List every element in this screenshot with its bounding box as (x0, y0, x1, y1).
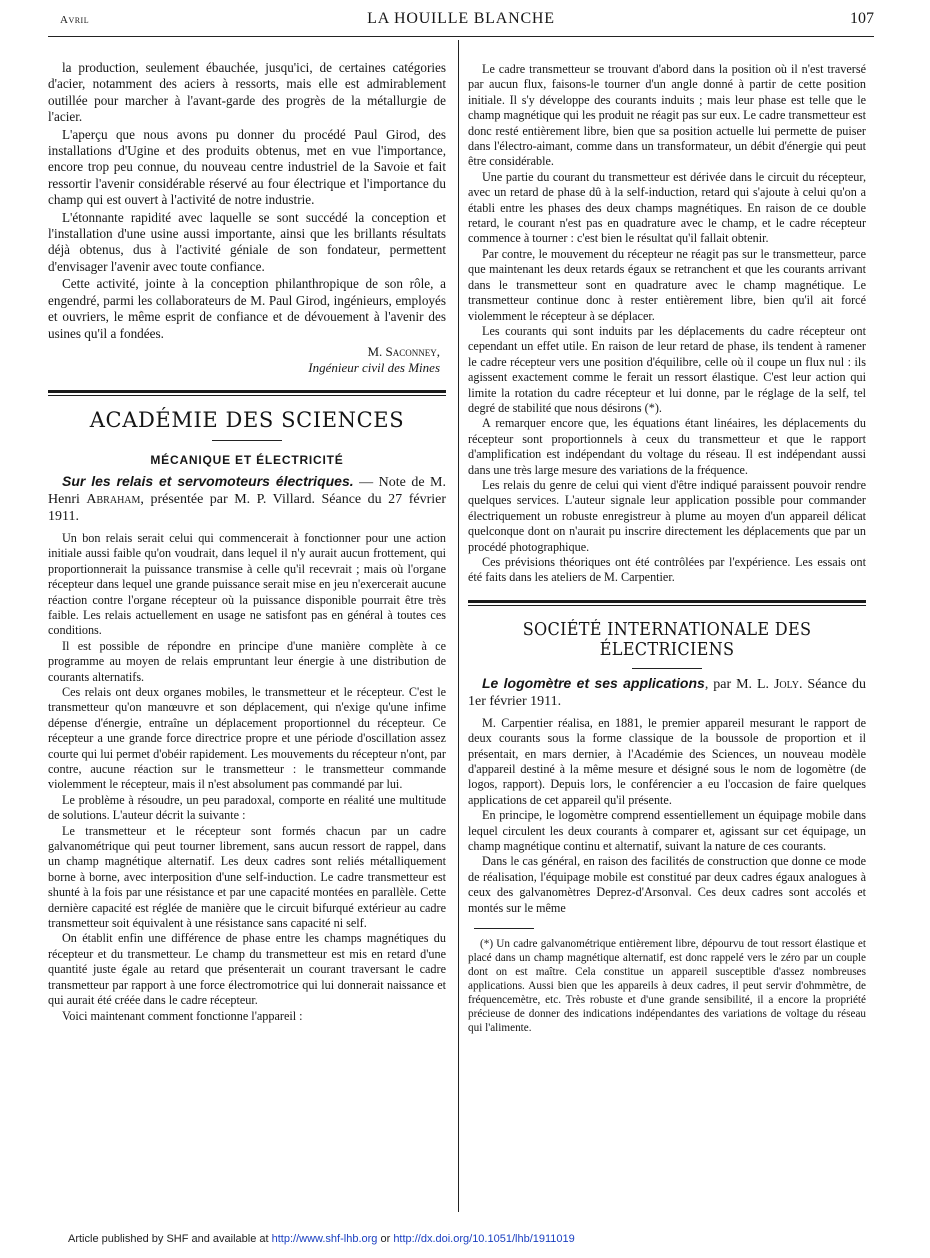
publication-credit (68, 1233, 575, 1245)
body-paragraph: Ces relais ont deux organes mobiles, le transmetteur et le récepteur. C'est le transmetteur qu'on manœuvre et son déplacement, qui n'exige qu'une infime dépense d'énergie, entraîne un déplacement proportionnel du récepteur. Ce récepteur a une grande force directrice propre et une période d'oscillation assez courte qui lui permet d'obéir rapidement. Les mouvements du récepteur n'ont, par contre, aucune réaction sur le transmetteur : le transmetteur commande violemment le récepteur, mais il n'est absolument pas commandé par lui. (48, 684, 446, 792)
body-paragraph: M. Carpentier réalisa, en 1881, le premier appareil mesurant le rapport de deux courants sous la forme classique de la boussole de proportion et il présentait, en mars dernier, à l'Académie des Sciences, un nouveau modèle d'appareil destiné à la même mesure et désigné sous le nom de logomètre (de logos, rapport). Depuis lors, le conférencier a eu l'occasion de faire quelques applications de cet appareil qu'il présente. (468, 715, 866, 807)
right-paragraph: Les courants qui sont induits par les déplacements du cadre récepteur ont cependant un effet utile. En raison de leur retard de phase, ils tendent à ramener le cadre récepteur vers une position d'équilibre, celle où il coupe un flux nul : ils agissent exactement comme le ferait un ressort élastique. C'est leur action qui limite la rotation du cadre récepteur et lui donne, par le réglage de la self, tel degré de stabilité que nous désirons (*). (468, 323, 866, 415)
body-paragraph: Il est possible de répondre en principe d'une manière complète à ce programme au moyen de relais empruntant leur énergie à une distribution de courants alternatifs. (48, 638, 446, 684)
right-paragraph: A remarquer encore que, les équations étant linéaires, les déplacements du récepteur sont proportionnels à ceux du transmetteur et que le rapport d'amplification est indépendant du voltage du réseau. Il est indépendant aussi dans une très large mesure des variations de la fréquence. (468, 416, 866, 477)
doi-link[interactable]: http://dx.doi.org/10.1051/lhb/1911019 (393, 1233, 575, 1245)
note-rest: . Séance du 1er février 1911. (468, 676, 866, 709)
right-paragraph: Une partie du courant du transmetteur est dérivée dans le circuit du récepteur, avec un retard de phase dû à la self-induction, retard qui s'ajoute à celui qu'on a établi entre les phases des deux champs magnétiques. En raison de ce double retard, le courant n'est pas en quadrature avec le champ, et le cadre récepteur commence à tourner : c'est bien le résultat qu'il fallait obtenir. (468, 169, 866, 246)
note-title: Le logomètre et ses applications (482, 674, 705, 691)
column-divider (458, 40, 459, 1212)
body-paragraph: Le problème à résoudre, un peu paradoxal, comporte en réalité une multitude de solutions. L'auteur décrit la suivante : (48, 792, 446, 823)
body-paragraph: En principe, le logomètre comprend essentiellement un équipage mobile dans lequel circulent les deux courants à comparer et, agissant sur cet équipage, un champ magnétique continu et alternatif, suivant la nature de ces courants. (468, 808, 866, 854)
left-column (48, 60, 446, 1024)
subheading: MÉCANIQUE ET ÉLECTRICITÉ (150, 452, 344, 467)
title-underline (212, 440, 282, 441)
right-paragraph: Par contre, le mouvement du récepteur ne réagit pas sur le transmetteur, parce que maintenant les deux retards égaux se retranchent et que les courants arrivant dans le transmetteur sont en quadrature avec le champ magnétique. Le transmetteur continue donc à rester entièrement libre, bien qu'il ait forcé violemment le récepteur à se déplacer. (468, 246, 866, 323)
section-separator (468, 600, 866, 606)
signature (48, 344, 446, 376)
footnote: (*) Un cadre galvanométrique entièrement libre, dépourvu de tout ressort élastique et placé dans un champ magnétique alternatif, est donc rappelé vers le zéro par un couple dont on est maître. Cela constitue un appareil susceptible d'assez nombreuses applications. Aussi bien que les appareils à deux cadres, il peut servir d'ohmmètre, de fréquencemètre, etc. Très robuste et d'une grande sensibilité, il a encore la propriété précieuse de donner des indications indépendantes des variations de voltage du réseau qui l'alimente. (468, 938, 866, 1035)
right-paragraph: Ces prévisions théoriques ont été contrôlées par l'expérience. Les essais ont été faits dans les ateliers de M. Carpentier. (468, 555, 866, 585)
credit-prefix: Article published by SHF and available at (68, 1233, 272, 1245)
signature-name: M. Saconney, (367, 343, 440, 359)
left-paragraph: L'aperçu que nous avons pu donner du procédé Paul Girod, des installations d'Ugine et des produits obtenus, met en vue l'importance, encore trop peu connue, du nouveau centre industriel de la Savoie et fait ressortir l'avenir considérable réservé au four électrique et l'importance du champ qui est ouvert à l'activité de notre industrie. (48, 126, 446, 208)
page-header (48, 8, 874, 32)
signature-title: Ingénieur civil des Mines (308, 359, 440, 375)
note-author: Joly (773, 676, 799, 692)
journal-title: LA HOUILLE BLANCHE (367, 10, 555, 27)
footnote-rule (474, 928, 534, 929)
right-paragraph: Le cadre transmetteur se trouvant d'abord dans la position où il n'est traversé par aucun flux, faisons-le tourner d'un angle donné à partir de cette position initiale. Il s'y développe des courants induits ; mais leur phase est telle que le champ magnétique qui les produit ne réagit pas sur eux. Le cadre transmetteur est donc resté entièrement libre, bien que sa position actuelle lui permette de puiser dans l'électro-aimant, comme dans un transformateur, un débit d'énergie qui peut être considérable. (468, 62, 866, 169)
header-rule (48, 36, 874, 37)
title-underline (632, 668, 702, 669)
header-month: Avril (60, 14, 90, 26)
credit-middle: or (377, 1233, 394, 1245)
left-paragraph: Cette activité, jointe à la conception philanthropique de son rôle, a engendré, parmi les collaborateurs de M. Paul Girod, ingénieurs, employés et ouvriers, le même esprit de confiance et de dévouement à l'avenir des usines qu'il a fondées. (48, 276, 446, 341)
body-paragraph: Dans le cas général, en raison des facilités de construction que donne ce mode de réalisation, l'équipage mobile est constitué par deux cadres égaux analogues à ceux des galvanomètres Deprez-d'Arsonval. Ces deux cadres sont accolés et montés sur le même (468, 854, 866, 915)
left-paragraph: L'étonnante rapidité avec laquelle se sont succédé la conception et l'installation d'une usine aussi importante, ainsi que les brillants résultats déjà obtenus, dus à l'activité géniale de son fondateur, permettent d'envisager l'avenir avec toute confiance. (48, 209, 446, 274)
note-heading (468, 675, 866, 710)
note-rest: , présentée par M. P. Villard. Séance du 27 février 1911. (48, 491, 446, 524)
section-separator (48, 390, 446, 396)
note-mid: , par M. L. (704, 676, 774, 692)
left-paragraph: la production, seulement ébauchée, jusqu'ici, de certaines catégories d'acier, notamment des aciers à ressorts, mais elle est admirablement outillée pour marcher à l'avant-garde des progrès de la métallurgie de l'acier. (48, 60, 446, 125)
shf-link[interactable]: http://www.shf-lhb.org (271, 1233, 378, 1245)
right-column (468, 62, 866, 1035)
section-title-societe: SOCIÉTÉ INTERNATIONALE DES ÉLECTRICIENS (522, 619, 812, 660)
body-paragraph: Le transmetteur et le récepteur sont formés chacun par un cadre galvanométrique qui peut tourner librement, sans aucun ressort de rappel, dans un champ magnétique alternatif. Les deux cadres sont reliés métalliquement borne à borne, avec interposition d'une self-induction. Le cadre transmetteur est shunté à la fois par une résistance et par une capacité montées en parallèle. Cette dernière capacité est réglée de manière que le circuit bifurqué extérieur au cadre transmetteur soit équivalent à une résistance sans capacité ni self. (48, 823, 446, 931)
note-heading (48, 473, 446, 525)
body-paragraph: On établit enfin une différence de phase entre les champs magnétiques du récepteur et du transmetteur. Le champ du transmetteur est mis en retard d'une quantité juste égale au retard que présenterait un courant traversant le cadre transmetteur par rapport à une force électromotrice qui lui donnerait naissance et qui aurait été créée dans le cadre récepteur. (48, 931, 446, 1008)
body-paragraph: Un bon relais serait celui qui commencerait à fonctionner pour une action initiale aussi faible qu'on voudrait, dans lequel il n'y aurait aucun frottement, qui proportionnerait la puissance transmise à celle qu'il recevrait ; mais où l'organe récepteur dans lequel une grande puissance serait mise en jeu n'exercerait aucune réaction contre l'organe récepteur où la puissance disponible pourrait être très faible. Les relais actuellement en usage ne satisfont pas en général à toutes ces conditions. (48, 530, 446, 638)
page-number: 107 (850, 10, 874, 27)
body-paragraph: Voici maintenant comment fonctionne l'appareil : (62, 1008, 303, 1023)
section-title-academie: ACADÉMIE DES SCIENCES (89, 407, 405, 432)
note-title: Sur les relais et servomoteurs électriques. (62, 472, 354, 489)
note-dash: — Note de M. Henri (48, 474, 446, 507)
right-paragraph: Les relais du genre de celui qui vient d'être indiqué paraissent pouvoir rendre quelques services. L'auteur signale leur application possible pour commander électriquement un robuste enregistreur à plume au moyen d'un appareil délicat quelconque dont on n'aurait pu inscrire directement les déplacements que par un procédé photographique. (468, 477, 866, 554)
note-author: Abraham (86, 491, 141, 507)
